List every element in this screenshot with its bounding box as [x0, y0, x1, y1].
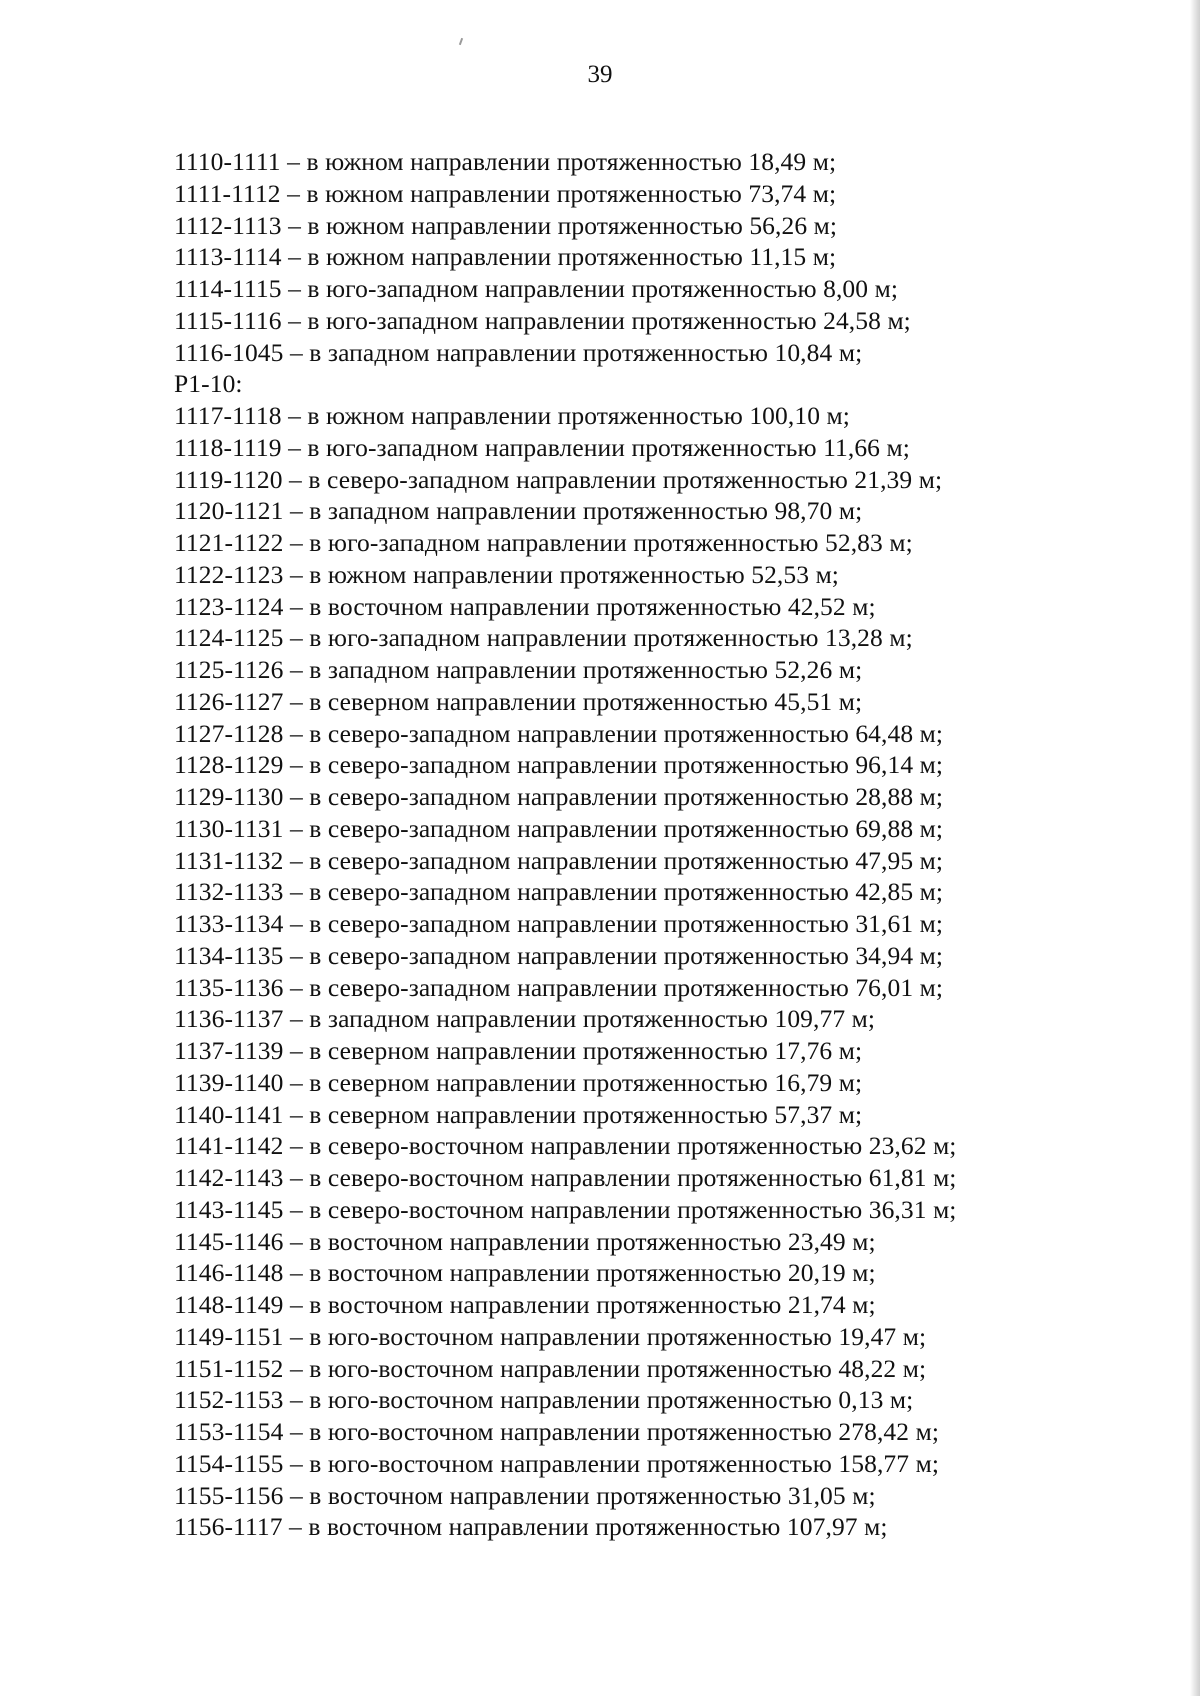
boundary-line: 1116-1045 – в западном направлении протяженностью 10,84 м;	[174, 337, 863, 367]
boundary-line: 1129-1130 – в северо-западном направлении протяженностью 28,88 м;	[174, 782, 944, 811]
boundary-line: 1154-1155 – в юго-восточном направлении протяженностью 158,77 м;	[174, 1448, 940, 1478]
scan-edge-shadow	[1190, 0, 1200, 1696]
boundary-line: 1149-1151 – в юго-восточном направлении протяженностью 19,47 м;	[174, 1321, 927, 1351]
boundary-line: 1132-1133 – в северо-западном направлении протяженностью 42,85 м;	[174, 877, 944, 907]
boundary-line: 1153-1154 – в юго-восточном направлении протяженностью 278,42 м;	[174, 1417, 940, 1446]
boundary-line: 1137-1139 – в северном направлении протяженностью 17,76 м;	[174, 1036, 863, 1065]
boundary-line: 1110-1111 – в южном направлении протяженностью 18,49 м;	[174, 147, 837, 176]
boundary-line: 1123-1124 – в восточном направлении протяженностью 42,52 м;	[174, 591, 876, 621]
boundary-line: 1131-1132 – в северо-западном направлении протяженностью 47,95 м;	[174, 845, 944, 875]
boundary-line: 1114-1115 – в юго-западном направлении протяженностью 8,00 м;	[174, 274, 899, 303]
boundary-line: 1156-1117 – в восточном направлении протяженностью 107,97 м;	[174, 1512, 888, 1542]
boundary-line: 1118-1119 – в юго-западном направлении протяженностью 11,66 м;	[174, 432, 910, 462]
boundary-line: 1155-1156 – в восточном направлении протяженностью 31,05 м;	[174, 1480, 876, 1510]
boundary-line: 1128-1129 – в северо-западном направлении протяженностью 96,14 м;	[174, 750, 944, 780]
page-number: 39	[587, 61, 613, 88]
boundary-line: 1119-1120 – в северо-западном направлении протяженностью 21,39 м;	[174, 464, 943, 494]
boundary-line: 1145-1146 – в восточном направлении протяженностью 23,49 м;	[174, 1226, 876, 1256]
boundary-line: 1140-1141 – в северном направлении протяженностью 57,37 м;	[174, 1099, 863, 1129]
boundary-line: 1142-1143 – в северо-восточном направлении протяженностью 61,81 м;	[174, 1163, 957, 1192]
boundary-description-list	[174, 146, 1074, 1543]
boundary-line: 1125-1126 – в западном направлении протяженностью 52,26 м;	[174, 655, 863, 684]
boundary-line: 1152-1153 – в юго-восточном направлении протяженностью 0,13 м;	[174, 1385, 914, 1415]
boundary-line: 1127-1128 – в северо-западном направлении протяженностью 64,48 м;	[174, 718, 944, 748]
boundary-line: 1135-1136 – в северо-западном направлении протяженностью 76,01 м;	[174, 972, 944, 1002]
boundary-line: 1146-1148 – в восточном направлении протяженностью 20,19 м;	[174, 1258, 876, 1288]
boundary-line: 1143-1145 – в северо-восточном направлении протяженностью 36,31 м;	[174, 1194, 957, 1224]
boundary-line: 1141-1142 – в северо-восточном направлении протяженностью 23,62 м;	[174, 1131, 957, 1161]
boundary-line: 1130-1131 – в северо-западном направлении протяженностью 69,88 м;	[174, 813, 944, 843]
boundary-line: 1124-1125 – в юго-западном направлении протяженностью 13,28 м;	[174, 623, 913, 653]
boundary-line: 1148-1149 – в восточном направлении протяженностью 21,74 м;	[174, 1290, 876, 1319]
boundary-line: 1115-1116 – в юго-западном направлении протяженностью 24,58 м;	[174, 305, 911, 335]
boundary-line: 1117-1118 – в южном направлении протяженностью 100,10 м;	[174, 401, 850, 430]
boundary-line: 1134-1135 – в северо-западном направлении протяженностью 34,94 м;	[174, 940, 944, 970]
boundary-line: Р1-10:	[174, 369, 243, 399]
boundary-line: 1126-1127 – в северном направлении протяженностью 45,51 м;	[174, 686, 863, 716]
scan-speck	[459, 38, 463, 45]
boundary-line: 1136-1137 – в западном направлении протяженностью 109,77 м;	[174, 1004, 876, 1034]
boundary-line: 1112-1113 – в южном направлении протяженностью 56,26 м;	[174, 210, 838, 240]
boundary-line: 1122-1123 – в южном направлении протяженностью 52,53 м;	[174, 559, 839, 589]
boundary-line: 1133-1134 – в северо-западном направлении протяженностью 31,61 м;	[174, 909, 944, 938]
boundary-line: 1139-1140 – в северном направлении протяженностью 16,79 м;	[174, 1067, 863, 1097]
boundary-line: 1111-1112 – в южном направлении протяженностью 73,74 м;	[174, 178, 837, 208]
boundary-line: 1121-1122 – в юго-западном направлении протяженностью 52,83 м;	[174, 528, 913, 557]
boundary-line: 1151-1152 – в юго-восточном направлении протяженностью 48,22 м;	[174, 1353, 927, 1383]
boundary-line: 1120-1121 – в западном направлении протяженностью 98,70 м;	[174, 496, 863, 526]
boundary-line: 1113-1114 – в южном направлении протяженностью 11,15 м;	[174, 242, 837, 272]
